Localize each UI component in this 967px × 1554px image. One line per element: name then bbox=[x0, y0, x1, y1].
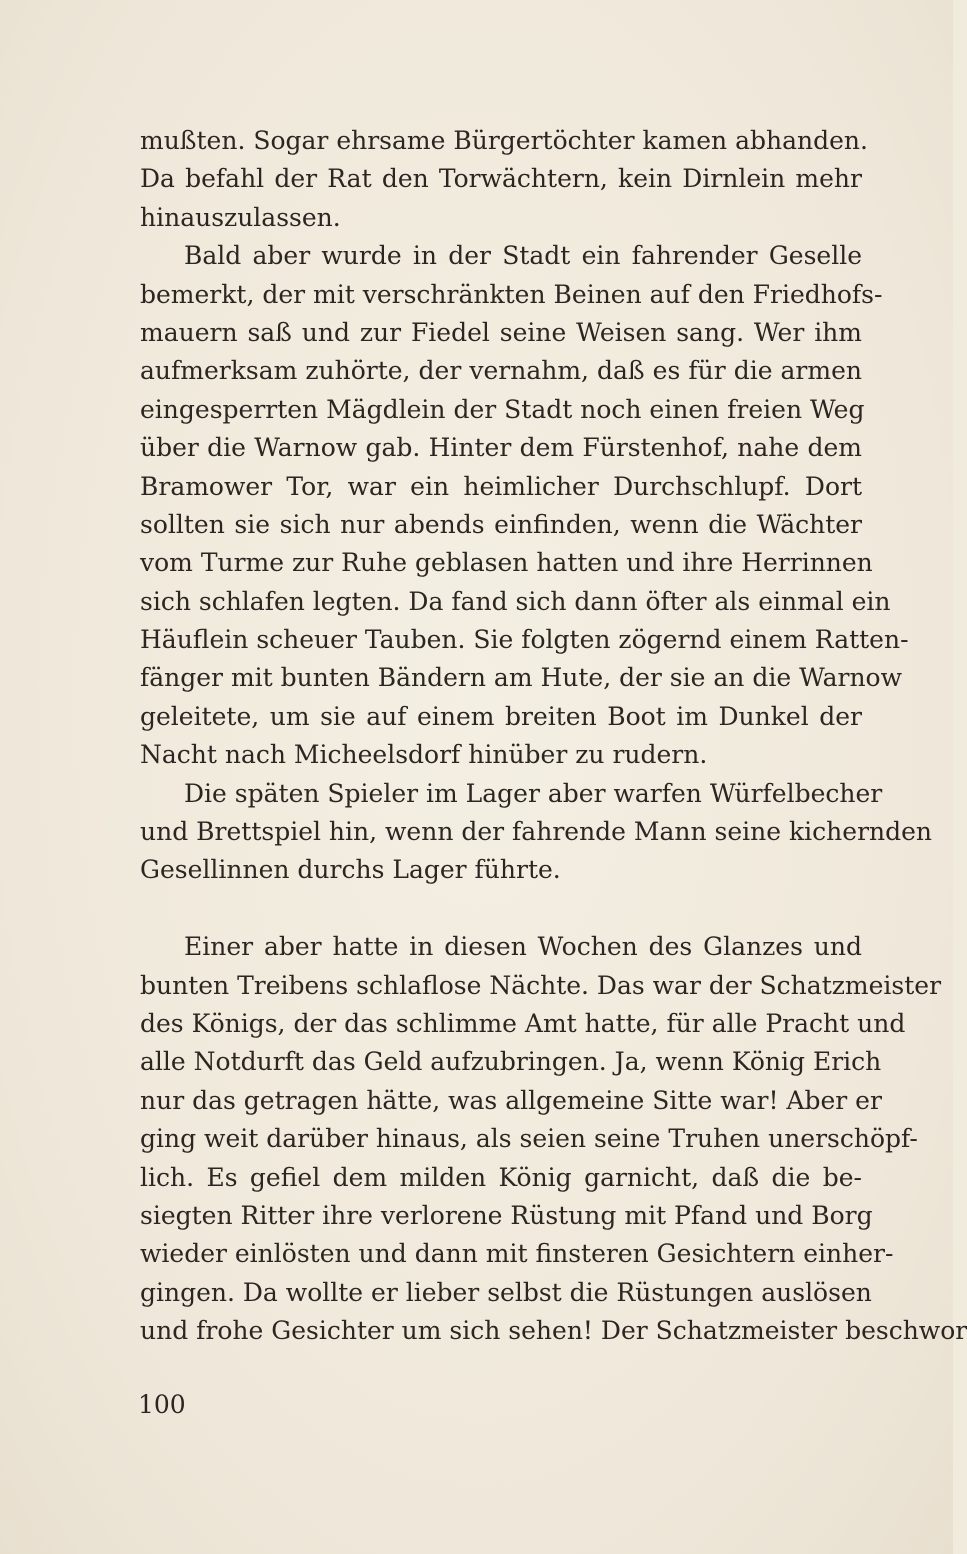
text-line: wieder einlösten und dann mit finsteren Gesichtern einher- bbox=[140, 1239, 894, 1269]
text-line: Einer aber hatte in diesen Wochen des Glanzes und bbox=[184, 932, 862, 962]
text-line: nur das getragen hätte, was allgemeine Sitte war! Aber er bbox=[140, 1085, 882, 1115]
body-text bbox=[140, 122, 967, 1351]
text-line: Die späten Spieler im Lager aber warfen Würfelbecher bbox=[184, 778, 883, 808]
text-line: Gesellinnen durchs Lager führte. bbox=[140, 855, 561, 885]
paragraph-gap bbox=[140, 890, 862, 928]
text-line: eingesperrten Mägdlein der Stadt noch einen freien Weg bbox=[140, 394, 865, 424]
text-line: hinauszulassen. bbox=[140, 202, 341, 232]
page-number: 100 bbox=[138, 1390, 186, 1419]
text-line: des Königs, der das schlimme Amt hatte, für alle Pracht und bbox=[140, 1008, 906, 1038]
text-line: ging weit darüber hinaus, als seien seine Truhen unerschöpf- bbox=[140, 1124, 918, 1154]
text-line: gingen. Da wollte er lieber selbst die Rüstungen auslösen bbox=[140, 1277, 872, 1307]
text-line: bunten Treibens schlaflose Nächte. Das war der Schatzmeister bbox=[140, 970, 942, 1000]
text-line: mußten. Sogar ehrsame Bürgertöchter kamen abhanden. bbox=[140, 126, 868, 155]
text-line: Da befahl der Rat den Torwächtern, kein Dirnlein mehr bbox=[140, 164, 862, 194]
text-line: alle Notdurft das Geld aufzubringen. Ja, wenn König Erich bbox=[140, 1047, 882, 1077]
text-line: Nacht nach Micheelsdorf hinüber zu rudern. bbox=[140, 740, 708, 770]
text-line: vom Turme zur Ruhe geblasen hatten und ihre Herrinnen bbox=[140, 548, 873, 578]
text-line: bemerkt, der mit verschränkten Beinen auf den Friedhofs- bbox=[140, 279, 883, 309]
text-line: mauern saß und zur Fiedel seine Weisen sang. Wer ihm bbox=[140, 317, 862, 347]
text-line: Bramower Tor, war ein heimlicher Durchschlupf. Dort bbox=[140, 471, 862, 501]
text-line: sollten sie sich nur abends einfinden, wenn die Wächter bbox=[140, 509, 862, 539]
text-line: Häuflein scheuer Tauben. Sie folgten zögernd einem Ratten- bbox=[140, 625, 909, 655]
text-line: lich. Es gefiel dem milden König garnicht, daß die be- bbox=[140, 1162, 862, 1192]
text-line: über die Warnow gab. Hinter dem Fürstenhof, nahe dem bbox=[140, 433, 862, 463]
text-line: und frohe Gesichter um sich sehen! Der Schatzmeister beschwor bbox=[140, 1316, 967, 1346]
text-line: sich schlafen legten. Da fand sich dann öfter als einmal ein bbox=[140, 586, 891, 616]
text-line: geleitete, um sie auf einem breiten Boot im Dunkel der bbox=[140, 701, 862, 731]
text-line: und Brettspiel hin, wenn der fahrende Mann seine kichernden bbox=[140, 817, 933, 847]
text-line: aufmerksam zuhörte, der vernahm, daß es für die armen bbox=[140, 356, 862, 386]
text-line: Bald aber wurde in der Stadt ein fahrender Geselle bbox=[184, 241, 862, 271]
text-line: siegten Ritter ihre verlorene Rüstung mit Pfand und Borg bbox=[140, 1200, 873, 1230]
text-line: fänger mit bunten Bändern am Hute, der sie an die Warnow bbox=[140, 663, 902, 693]
